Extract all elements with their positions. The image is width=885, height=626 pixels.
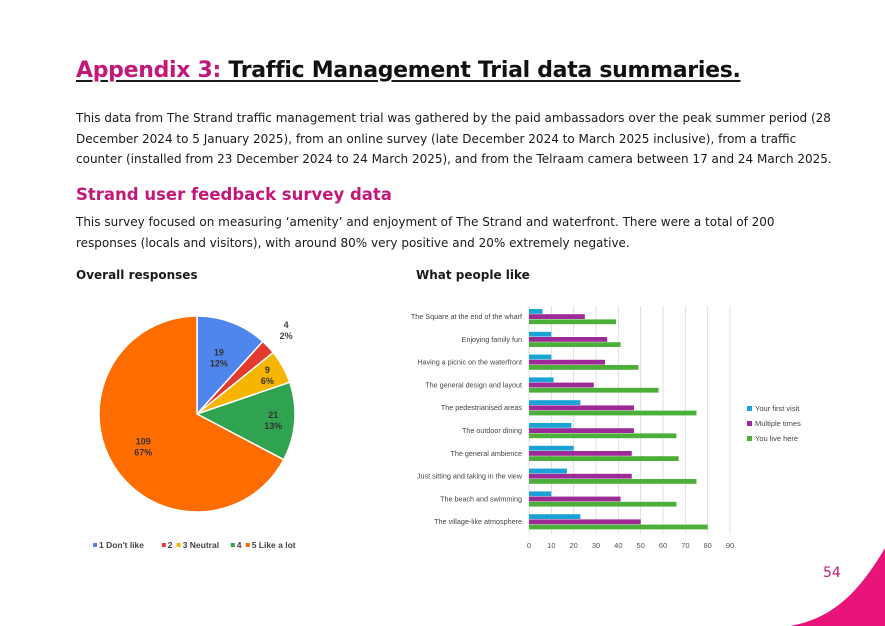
pie-value-label: 109 bbox=[135, 436, 151, 447]
bar bbox=[529, 383, 594, 388]
legend-label: You live here bbox=[755, 434, 799, 443]
pie-percent-label: 6% bbox=[260, 376, 274, 387]
legend-label: 1 Don't like bbox=[99, 540, 145, 550]
bar bbox=[529, 474, 632, 479]
bar bbox=[529, 469, 567, 474]
x-tick-label: 70 bbox=[681, 541, 690, 550]
bar bbox=[529, 332, 551, 337]
x-tick-label: 40 bbox=[614, 541, 623, 550]
title-prefix: Appendix 3: bbox=[76, 58, 222, 83]
legend-swatch bbox=[747, 436, 752, 441]
bar bbox=[529, 365, 638, 370]
pie-value-label: 9 bbox=[264, 365, 270, 376]
category-label: The outdoor dining bbox=[462, 426, 522, 435]
page-title bbox=[76, 58, 741, 83]
bar bbox=[529, 314, 585, 319]
bar bbox=[529, 451, 632, 456]
legend-label: Multiple times bbox=[755, 419, 801, 428]
section-heading: Strand user feedback survey data bbox=[76, 185, 392, 204]
category-label: The general design and layout bbox=[425, 380, 522, 390]
category-label: The village-like atmosphere bbox=[434, 517, 522, 527]
bar bbox=[529, 423, 571, 428]
corner-decoration bbox=[780, 540, 885, 626]
bar bbox=[529, 377, 554, 382]
bar bbox=[529, 360, 605, 365]
bar bbox=[529, 456, 679, 461]
bar-chart bbox=[400, 300, 820, 560]
x-tick-label: 10 bbox=[547, 541, 556, 550]
bar bbox=[529, 502, 676, 507]
pie-percent-label: 12% bbox=[209, 358, 228, 369]
legend-label: Your first visit bbox=[755, 404, 800, 413]
bar-chart-title: What people like bbox=[416, 268, 530, 282]
bar bbox=[529, 319, 616, 324]
legend-label: 5 Like a lot bbox=[251, 540, 296, 550]
bar bbox=[529, 355, 551, 360]
x-tick-label: 0 bbox=[526, 541, 532, 550]
category-label: The beach and swimming bbox=[440, 494, 522, 504]
x-tick-label: 20 bbox=[569, 541, 578, 550]
pie-percent-label: 13% bbox=[264, 420, 283, 431]
x-tick-label: 30 bbox=[591, 541, 601, 550]
bar bbox=[529, 479, 697, 484]
legend-swatch bbox=[246, 543, 250, 547]
bar bbox=[529, 388, 659, 393]
legend-label: 4 bbox=[236, 540, 242, 550]
bar bbox=[529, 446, 574, 451]
legend-swatch bbox=[231, 543, 235, 547]
pie-value-label: 4 bbox=[283, 319, 289, 330]
bar bbox=[529, 405, 634, 410]
bar bbox=[529, 433, 676, 438]
bar bbox=[529, 337, 607, 342]
bar bbox=[529, 514, 580, 519]
x-tick-label: 80 bbox=[703, 541, 712, 550]
title-main: Traffic Management Trial data summaries. bbox=[228, 58, 741, 83]
bar bbox=[529, 525, 708, 530]
pie-percent-label: 67% bbox=[134, 447, 153, 458]
legend-swatch bbox=[177, 543, 181, 547]
bar bbox=[529, 400, 580, 405]
category-label: The general ambience bbox=[450, 448, 522, 458]
bar bbox=[529, 428, 634, 433]
x-tick-label: 60 bbox=[658, 541, 668, 550]
category-label: The Square at the end of the wharf bbox=[410, 312, 522, 321]
page-number: 54 bbox=[823, 565, 841, 581]
bar bbox=[529, 519, 641, 524]
bar bbox=[529, 342, 621, 347]
category-label: Enjoying family fun bbox=[461, 334, 522, 344]
bar bbox=[529, 411, 697, 416]
category-label: The pedestrianised areas bbox=[440, 403, 522, 413]
pie-value-label: 19 bbox=[213, 347, 224, 358]
pie-percent-label: 2% bbox=[279, 330, 293, 341]
x-tick-label: 50 bbox=[636, 541, 645, 550]
pie-chart-title: Overall responses bbox=[76, 268, 198, 282]
section-paragraph: This survey focused on measuring ‘amenity’ and enjoyment of The Strand and waterfront. There were a total of 200 responses (locals and visitors), with around 80% very positive and 20% extremely negative. bbox=[76, 215, 775, 250]
intro-paragraph: This data from The Strand traffic management trial was gathered by the paid ambassadors over the peak summer period (28 December 2024 to 5 January 2025), from an online survey (late December 2024 to March 2025 inclusive), from a traffic counter (installed from 23 December 2024 to 24 March 2025), and from the Telraam camera between 17 and 24 March 2025. bbox=[76, 111, 832, 166]
legend-swatch bbox=[747, 421, 752, 426]
legend-label: 2 bbox=[167, 540, 173, 550]
legend-swatch bbox=[162, 543, 166, 547]
legend-swatch bbox=[93, 543, 97, 547]
bar bbox=[529, 491, 551, 496]
pie-value-label: 21 bbox=[268, 409, 279, 420]
category-label: Just sitting and taking in the view bbox=[416, 471, 522, 481]
legend-label: 3 Neutral bbox=[182, 540, 220, 550]
category-label: Having a picnic on the waterfront bbox=[417, 357, 522, 367]
bar bbox=[529, 309, 542, 314]
x-tick-label: 90 bbox=[725, 541, 735, 550]
pie-chart bbox=[76, 300, 376, 560]
bar bbox=[529, 497, 621, 502]
legend-swatch bbox=[747, 406, 752, 411]
